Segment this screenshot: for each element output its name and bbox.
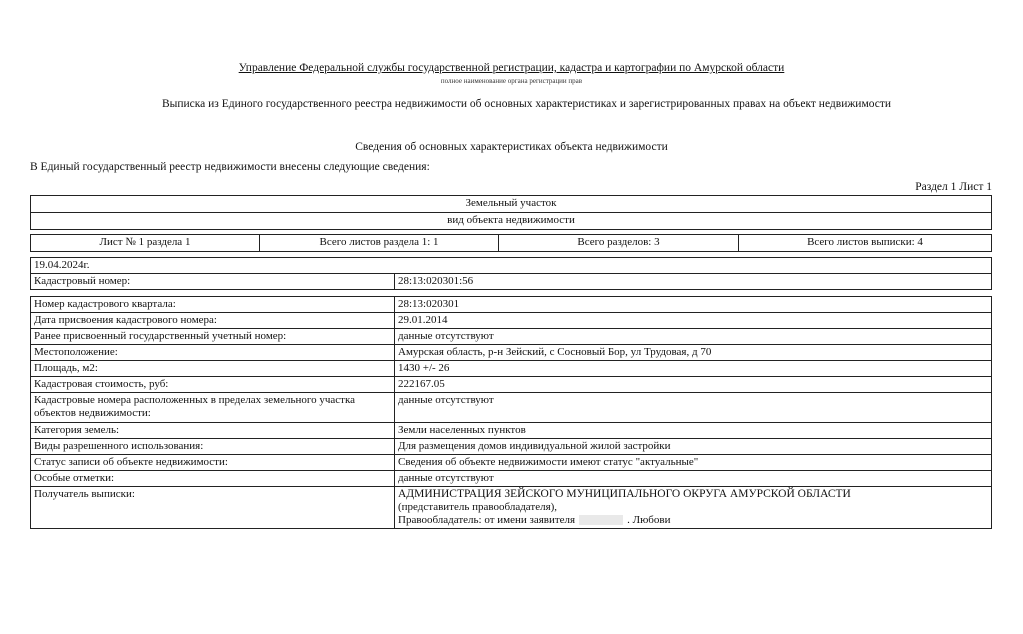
recipient-label: Получатель выписки:: [31, 487, 395, 529]
field-label: Категория земель:: [31, 423, 395, 439]
field-value: Земли населенных пунктов: [395, 423, 992, 439]
agency-caption: полное наименование органа регистрации прав: [440, 77, 583, 85]
document-title: Выписка из Единого государственного реестра недвижимости об основных характеристиках и зарегистрированных правах на объект недвижимости: [161, 98, 892, 110]
object-type: Земельный участок: [31, 196, 992, 213]
recipient-holder: [398, 514, 988, 527]
field-value: Сведения об объекте недвижимости имеют статус "актуальные": [395, 455, 992, 471]
field-value: 1430 +/- 26: [395, 361, 992, 377]
cadastral-number-label: Кадастровый номер:: [31, 274, 395, 290]
total-sheets-extract: Всего листов выписки: 4: [739, 235, 992, 252]
holder-prefix: Правообладатель: от имени заявителя: [398, 514, 576, 526]
field-label: Особые отметки:: [31, 471, 395, 487]
sheet-info-table: [30, 234, 992, 252]
table-row: [31, 455, 992, 471]
table-row: [31, 377, 992, 393]
field-label: Виды разрешенного использования:: [31, 439, 395, 455]
table-row: [31, 313, 992, 329]
field-label: Ранее присвоенный государственный учетный номер:: [31, 329, 395, 345]
field-label: Номер кадастрового квартала:: [31, 297, 395, 313]
recipient-row: [31, 487, 992, 529]
table-row: [31, 329, 992, 345]
table-row: [31, 393, 992, 423]
table-row: [31, 361, 992, 377]
field-value: данные отсутствуют: [395, 329, 992, 345]
field-label: Дата присвоения кадастрового номера:: [31, 313, 395, 329]
object-type-caption: вид объекта недвижимости: [31, 213, 992, 230]
total-sheets-section: Всего листов раздела 1: 1: [260, 235, 499, 252]
field-label: Площадь, м2:: [31, 361, 395, 377]
table-row: [31, 423, 992, 439]
field-value: 29.01.2014: [395, 313, 992, 329]
object-type-table: [30, 195, 992, 230]
table-row: [31, 345, 992, 361]
agency-name: Управление Федеральной службы государственной регистрации, кадастра и картографии по Амурской области: [238, 62, 785, 74]
field-value: Амурская область, р-н Зейский, с Сосновый Бор, ул Трудовая, д 70: [395, 345, 992, 361]
page-label: Раздел 1 Лист 1: [915, 181, 992, 193]
field-label: Кадастровые номера расположенных в пределах земельного участка объектов недвижимости:: [31, 393, 395, 423]
table-row: [31, 439, 992, 455]
intro-text: В Единый государственный реестр недвижимости внесены следующие сведения:: [30, 161, 430, 173]
cadastral-number-value: 28:13:020301:56: [395, 274, 992, 290]
characteristics-table: [30, 296, 992, 529]
field-value: данные отсутствуют: [395, 393, 992, 423]
table-row: [31, 471, 992, 487]
recipient-role: (представитель правообладателя),: [398, 501, 558, 513]
field-value: 28:13:020301: [395, 297, 992, 313]
table-row: [31, 297, 992, 313]
section-title: Сведения об основных характеристиках объекта недвижимости: [355, 141, 668, 153]
field-label: Кадастровая стоимость, руб:: [31, 377, 395, 393]
sheet-number: Лист № 1 раздела 1: [31, 235, 260, 252]
holder-name: . Любови: [627, 514, 671, 526]
field-label: Местоположение:: [31, 345, 395, 361]
date-cadastral-table: [30, 257, 992, 290]
field-value: 222167.05: [395, 377, 992, 393]
recipient-organization: АДМИНИСТРАЦИЯ ЗЕЙСКОГО МУНИЦИПАЛЬНОГО ОКРУГА АМУРСКОЙ ОБЛАСТИ: [398, 488, 851, 500]
recipient-value: [395, 487, 992, 529]
field-value: Для размещения домов индивидуальной жилой застройки: [395, 439, 992, 455]
total-sections: Всего разделов: 3: [499, 235, 739, 252]
field-label: Статус записи об объекте недвижимости:: [31, 455, 395, 471]
extract-date: 19.04.2024г.: [31, 258, 992, 274]
field-value: данные отсутствуют: [395, 471, 992, 487]
redacted-name: [579, 515, 623, 525]
